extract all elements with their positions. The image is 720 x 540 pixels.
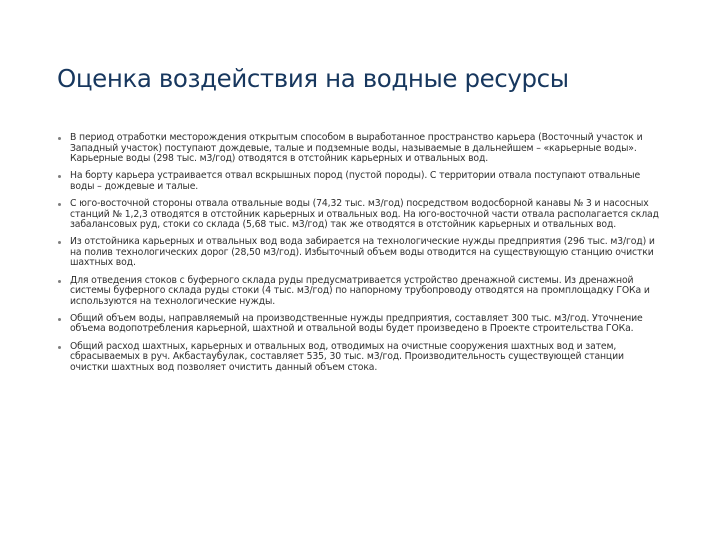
bullet-item bbox=[57, 342, 665, 374]
bullet-dot-icon bbox=[58, 318, 61, 321]
bullet-item bbox=[57, 133, 665, 165]
bullet-text: На борту карьера устраивается отвал вскрышных пород (пустой породы). С территории отвала поступают отвальные воды – дождевые и талые. bbox=[70, 170, 641, 192]
bullet-text: Из отстойника карьерных и отвальных вод вода забирается на технологические нужды предприятия (296 тыс. м3/год) и на полив технологических дорог (28,50 м3/год). Избыточный объем воды отводится на существующую станцию очистки шахтных вод. bbox=[70, 236, 655, 269]
slide-title: Оценка воздействия на водные ресурсы bbox=[57, 64, 569, 93]
bullet-list bbox=[57, 133, 665, 380]
bullet-item bbox=[57, 237, 665, 269]
bullet-item bbox=[57, 171, 665, 192]
bullet-dot-icon bbox=[58, 137, 61, 140]
bullet-text: Для отведения стоков с буферного склада руды предусматривается устройство дренажной системы. Из дренажной системы буферного склада руды стоки (4 тыс. м3/год) по напорному трубопроводу отводятся на промплощадку ГОКа и используются на технологические нужды. bbox=[70, 274, 650, 307]
bullet-dot-icon bbox=[58, 175, 61, 178]
bullet-text: В период отработки месторождения открытым способом в выработанное пространство карьера (Восточный участок и Западный участок) поступают дождевые, талые и подземные воды, называемые в дальнейшем – «карьерные воды». Карьерные воды (298 тыс. м3/год) отводятся в отстойник карьерных и отвальных вод. bbox=[70, 132, 643, 165]
bullet-text: С юго-восточной стороны отвала отвальные воды (74,32 тыс. м3/год) посредством водосборной канавы № 3 и насосных станций № 1,2,3 отводятся в отстойник карьерных и отвальных вод. На юго-восточной части отвала располагается склад забалансовых руд, стоки со склада (5,68 тыс. м3/год) так же отводятся в отстойник карьерных и отвальных вод. bbox=[70, 197, 659, 231]
bullet-item bbox=[57, 314, 665, 335]
bullet-dot-icon bbox=[58, 203, 61, 206]
bullet-dot-icon bbox=[58, 346, 61, 349]
bullet-item bbox=[57, 276, 665, 308]
bullet-text: Общий объем воды, направляемый на производственные нужды предприятия, составляет 300 тыс. м3/год. Уточнение объема водопотребления карьерной, шахтной и отвальной воды будет произведено в Проекте строительства ГОКа. bbox=[70, 312, 643, 335]
bullet-dot-icon bbox=[58, 241, 61, 244]
bullet-dot-icon bbox=[58, 280, 61, 283]
bullet-text: Общий расход шахтных, карьерных и отвальных вод, отводимых на очистные сооружения шахтных вод и затем, сбрасываемых в руч. Акбастаубулак, составляет 535, 30 тыс. м3/год. Производительность существующей станции очистки шахтных вод позволяет очистить данный объем стока. bbox=[70, 340, 624, 373]
bullet-item bbox=[57, 199, 665, 231]
